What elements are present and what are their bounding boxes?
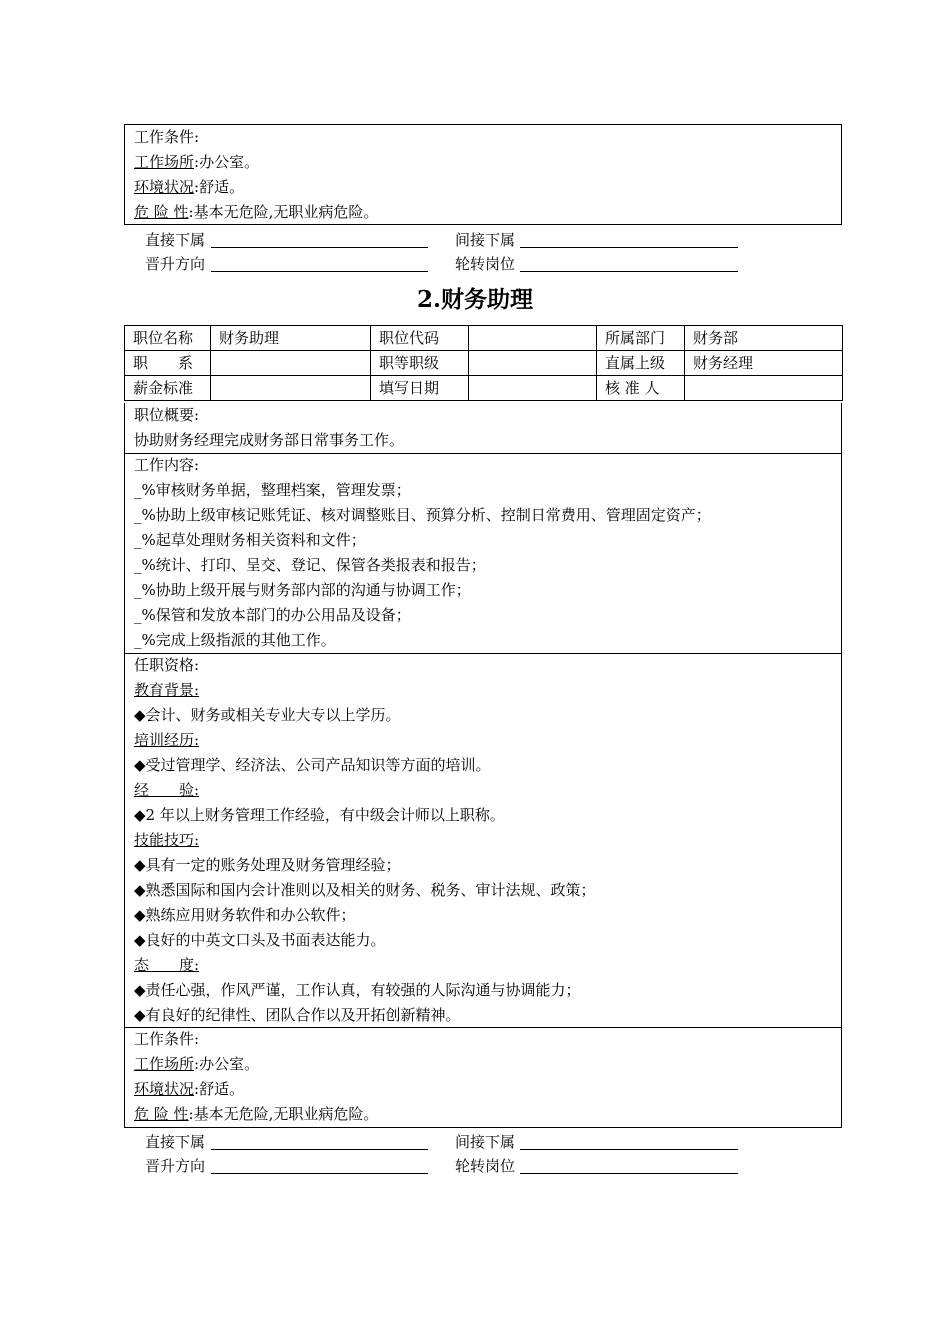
list-item: _%协助上级开展与财务部内部的沟通与协调工作； xyxy=(134,581,471,599)
risk-label: 危 险 性 xyxy=(134,203,189,221)
conditions-heading: 工作条件: xyxy=(134,1030,200,1048)
approver-value xyxy=(685,376,843,401)
conditions-heading: 工作条件: xyxy=(134,128,200,146)
position-code-value xyxy=(469,326,597,351)
fill-date-label: 填写日期 xyxy=(371,376,469,401)
promotion-label: 晋升方向 xyxy=(145,1157,206,1175)
risk-line xyxy=(125,200,841,225)
approver-label: 核 准 人 xyxy=(597,376,685,401)
list-item: ◆熟悉国际和国内会计准则以及相关的财务、税务、审计法规、政策； xyxy=(134,881,596,899)
list-item: ◆有良好的纪律性、团队合作以及开拓创新精神。 xyxy=(134,1006,461,1024)
direct-subordinate-blank[interactable] xyxy=(211,1130,428,1150)
rotation-blank[interactable] xyxy=(520,252,738,272)
risk-value: :基本无危险,无职业病危险。 xyxy=(188,203,379,221)
work-content xyxy=(124,453,842,654)
list-item: _%审核财务单据，整理档案，管理发票； xyxy=(134,481,411,499)
list-item: ◆具有一定的账务处理及财务管理经验； xyxy=(134,856,401,874)
training-text: ◆受过管理学、经济法、公司产品知识等方面的培训。 xyxy=(134,756,491,774)
direct-subordinate-label: 直接下属 xyxy=(145,231,206,249)
indirect-subordinate-label: 间接下属 xyxy=(455,1133,516,1151)
table-row xyxy=(125,351,843,376)
list-item: ◆熟练应用财务软件和办公软件； xyxy=(134,906,356,924)
education-label: 教育背景: xyxy=(134,681,200,699)
direct-subordinate-label: 直接下属 xyxy=(145,1133,206,1151)
experience-label: 经 验: xyxy=(134,781,200,799)
position-name-label: 职位名称 xyxy=(125,326,211,351)
environment-label: 环境状况 xyxy=(134,1080,195,1098)
environment-value: :舒适。 xyxy=(194,178,245,196)
attitude-label: 态 度: xyxy=(134,956,200,974)
job-grade-label: 职等职级 xyxy=(371,351,469,376)
work-place-value: :办公室。 xyxy=(194,1055,260,1073)
position-overview xyxy=(124,403,842,454)
list-item: ◆良好的中英文口头及书面表达能力。 xyxy=(134,931,386,949)
work-place-line xyxy=(125,150,841,175)
fill-date-value xyxy=(469,376,597,401)
environment-label: 环境状况 xyxy=(134,178,195,196)
overview-heading: 职位概要: xyxy=(134,406,200,424)
experience-text: ◆2 年以上财务管理工作经验，有中级会计师以上职称。 xyxy=(134,806,505,824)
work-conditions xyxy=(124,1027,842,1128)
work-place-label: 工作场所 xyxy=(134,153,195,171)
salary-label: 薪金标准 xyxy=(125,376,211,401)
indirect-subordinate-blank[interactable] xyxy=(520,1130,738,1150)
risk-label: 危 险 性 xyxy=(134,1105,189,1123)
department-label: 所属部门 xyxy=(597,326,685,351)
qualification-heading: 任职资格: xyxy=(134,656,200,674)
training-label: 培训经历: xyxy=(134,731,200,749)
table-row xyxy=(125,326,843,351)
list-item: _%协助上级审核记账凭证、核对调整账目、预算分析、控制日常费用、管理固定资产； xyxy=(134,506,711,524)
list-item: ◆责任心强，作风严谨，工作认真，有较强的人际沟通与协调能力； xyxy=(134,981,581,999)
indirect-subordinate-label: 间接下属 xyxy=(455,231,516,249)
department-value: 财务部 xyxy=(685,326,843,351)
top-footer xyxy=(145,228,765,276)
environment-line xyxy=(125,1077,841,1102)
rotation-blank[interactable] xyxy=(520,1154,738,1174)
table-row xyxy=(125,376,843,401)
indirect-subordinate-blank[interactable] xyxy=(520,228,738,248)
list-item: _%保管和发放本部门的办公用品及设备； xyxy=(134,606,411,624)
work-place-value: :办公室。 xyxy=(194,153,260,171)
qualifications xyxy=(124,653,842,1028)
environment-value: :舒适。 xyxy=(194,1080,245,1098)
overview-text: 协助财务经理完成财务部日常事务工作。 xyxy=(134,431,405,449)
position-code-label: 职位代码 xyxy=(371,326,469,351)
risk-line xyxy=(125,1102,841,1127)
job-family-value xyxy=(211,351,371,376)
bottom-footer xyxy=(145,1130,765,1178)
skills-label: 技能技巧: xyxy=(134,831,200,849)
promotion-label: 晋升方向 xyxy=(145,255,206,273)
position-info-table xyxy=(124,325,843,401)
content-heading: 工作内容: xyxy=(134,456,200,474)
promotion-blank[interactable] xyxy=(211,1154,428,1174)
supervisor-value: 财务经理 xyxy=(685,351,843,376)
list-item: _%统计、打印、呈交、登记、保管各类报表和报告； xyxy=(134,556,486,574)
education-text: ◆会计、财务或相关专业大专以上学历。 xyxy=(134,706,401,724)
promotion-blank[interactable] xyxy=(211,252,428,272)
work-place-label: 工作场所 xyxy=(134,1055,195,1073)
page-title: 2.财务助理 xyxy=(416,286,533,313)
list-item: _%完成上级指派的其他工作。 xyxy=(134,631,336,649)
position-name-value: 财务助理 xyxy=(211,326,371,351)
job-family-label: 职 系 xyxy=(125,351,211,376)
rotation-label: 轮转岗位 xyxy=(455,255,516,273)
supervisor-label: 直属上级 xyxy=(597,351,685,376)
direct-subordinate-blank[interactable] xyxy=(211,228,428,248)
top-work-conditions xyxy=(124,124,842,225)
risk-value: :基本无危险,无职业病危险。 xyxy=(188,1105,379,1123)
environment-line xyxy=(125,175,841,200)
list-item: _%起草处理财务相关资料和文件； xyxy=(134,531,366,549)
rotation-label: 轮转岗位 xyxy=(455,1157,516,1175)
job-grade-value xyxy=(469,351,597,376)
salary-value xyxy=(211,376,371,401)
work-place-line xyxy=(125,1052,841,1077)
